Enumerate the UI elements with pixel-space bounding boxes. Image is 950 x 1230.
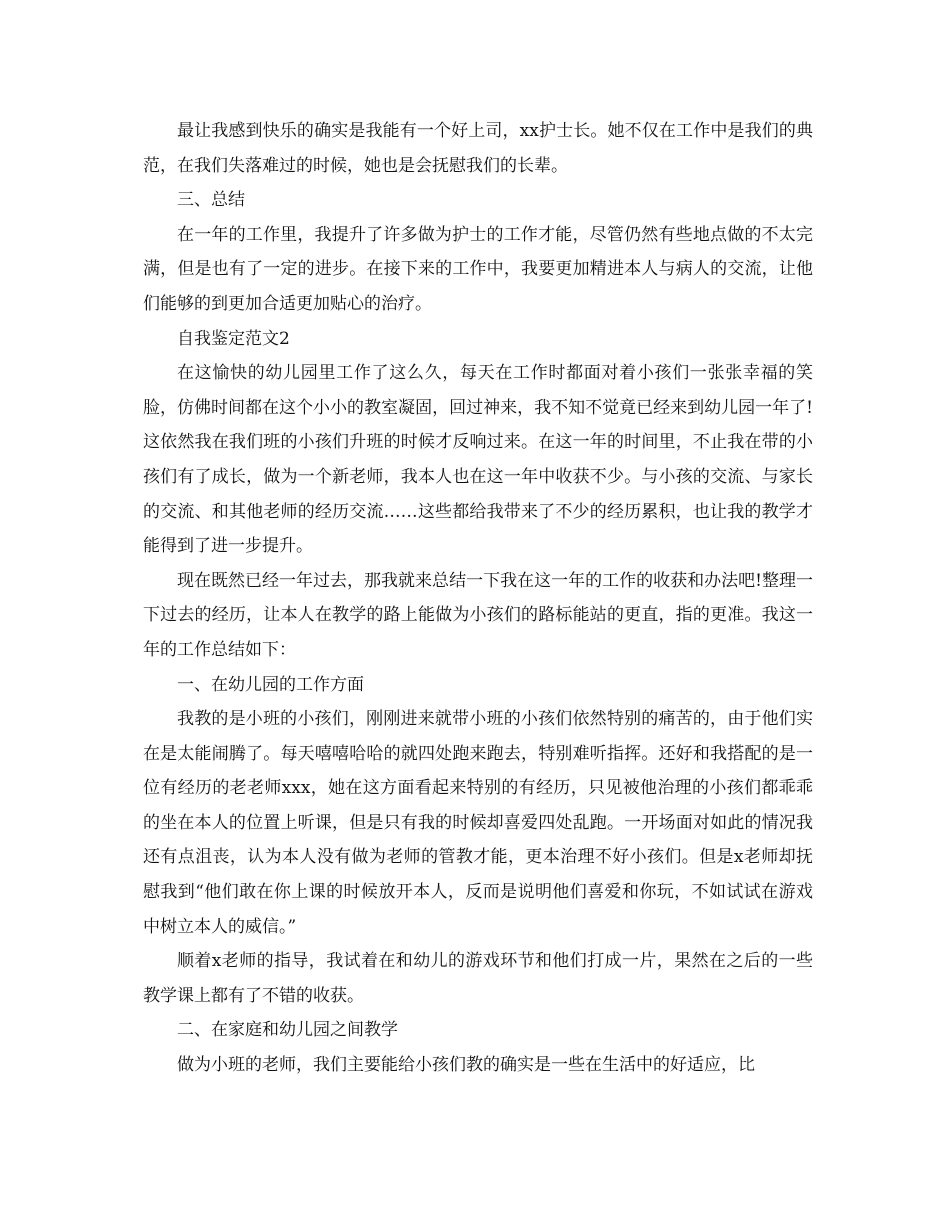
section-heading: 自我鉴定范文2 bbox=[177, 328, 290, 349]
paragraph: 顺着x老师的指导，我试着在和幼儿的游戏环节和他们打成一片，果然在之后的一些教学课上都有了不错的收获。 bbox=[143, 951, 813, 1006]
paragraph: 最让我感到快乐的确实是我能有一个好上司，xx护士长。她不仅在工作中是我们的典范，在我们失落难过的时候，她也是会抚慰我们的长辈。 bbox=[143, 121, 813, 176]
paragraph: 现在既然已经一年过去，那我就来总结一下我在这一年的工作的收获和办法吧!整理一下过去的经历，让本人在教学的路上能做为小孩们的路标能站的更直，指的更准。我这一年的工作总结如下： bbox=[143, 570, 813, 660]
paragraph: 在一年的工作里，我提升了许多做为护士的工作才能，尽管仍然有些地点做的不太完满，但是也有了一定的进步。在接下来的工作中，我要更加精进本人与病人的交流，让他们能够的到更加合适更加贴心的治疗。 bbox=[143, 224, 813, 314]
paragraph: 做为小班的老师，我们主要能给小孩们教的确实是一些在生活中的好适应，比 bbox=[177, 1055, 755, 1076]
section-heading: 二、在家庭和幼儿园之间教学 bbox=[177, 1020, 398, 1041]
document-body bbox=[143, 114, 813, 1083]
section-heading: 三、总结 bbox=[177, 190, 245, 211]
section-heading: 一、在幼儿园的工作方面 bbox=[177, 674, 364, 695]
paragraph: 我教的是小班的小孩们，刚刚进来就带小班的小孩们依然特别的痛苦的，由于他们实在是太能闹腾了。每天嘻嘻哈哈的就四处跑来跑去，特别难听指挥。还好和我搭配的是一位有经历的老老师xxx，她在这方面看起来特别的有经历，只见被他治理的小孩们都乖乖的坐在本人的位置上听课，但是只有我的时候却喜爱四处乱跑。一开场面对如此的情况我还有点沮丧，认为本人没有做为老师的管教才能，更本治理不好小孩们。但是x老师却抚慰我到“他们敢在你上课的时候放开本人，反而是说明他们喜爱和你玩，不如试试在游戏中树立本人的威信。” bbox=[143, 709, 813, 937]
paragraph: 在这愉快的幼儿园里工作了这么久，每天在工作时都面对着小孩们一张张幸福的笑脸，仿佛时间都在这个小小的教室凝固，回过神来，我不知不觉竟已经来到幼儿园一年了!这依然我在我们班的小孩们升班的时候才反响过来。在这一年的时间里，不止我在带的小孩们有了成长，做为一个新老师，我本人也在这一年中收获不少。与小孩的交流、与家长的交流、和其他老师的经历交流……这些都给我带来了不少的经历累积，也让我的教学才能得到了进一步提升。 bbox=[143, 363, 813, 557]
